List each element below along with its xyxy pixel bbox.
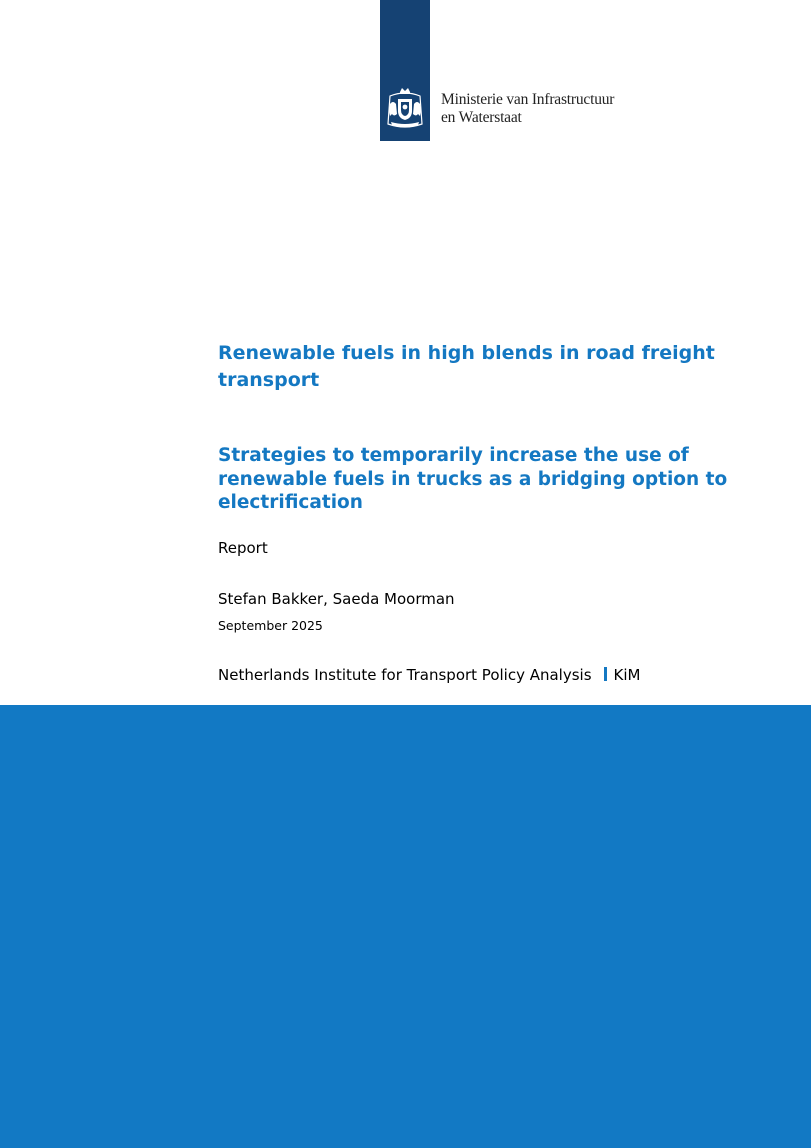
ministry-name	[441, 91, 614, 127]
ministry-logo-bar	[380, 0, 430, 141]
authors: Stefan Bakker, Saeda Moorman	[218, 590, 455, 608]
publication-date: September 2025	[218, 618, 323, 633]
report-title: Renewable fuels in high blends in road freight transport	[218, 342, 715, 391]
separator-bar	[604, 667, 607, 681]
cover-blue-block	[0, 705, 811, 1148]
ministry-name-line1: Ministerie van Infrastructuur	[441, 91, 615, 108]
report-subtitle: Strategies to temporarily increase the use of renewable fuels in trucks as a bridging option to electrification	[218, 445, 728, 513]
document-type: Report	[218, 539, 268, 557]
ministry-name-line2: en Waterstaat	[441, 109, 522, 126]
dutch-coat-of-arms-icon	[384, 86, 426, 130]
institute-line	[218, 666, 640, 685]
institute-name: Netherlands Institute for Transport Policy Analysis	[218, 666, 592, 684]
institute-abbreviation: KiM	[613, 666, 641, 684]
